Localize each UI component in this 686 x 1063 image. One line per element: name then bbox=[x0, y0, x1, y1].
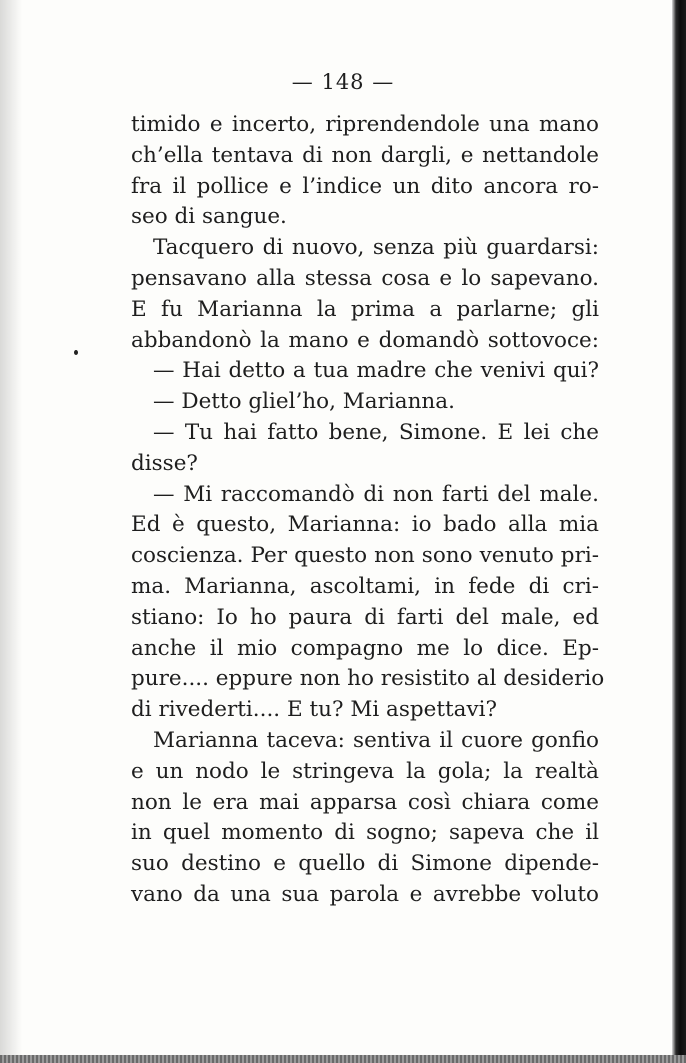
text-line: Ed è questo, Marianna: io bado alla mia bbox=[131, 512, 599, 538]
text-line: non le era mai apparsa così chiara come bbox=[131, 789, 599, 815]
text-line: — Detto gliel’ho, Marianna. bbox=[153, 389, 455, 415]
text-line: suo destino e quello di Simone dipende- bbox=[131, 851, 599, 877]
text-line: in quel momento di sogno; sapeva che il bbox=[131, 820, 599, 846]
text-line: anche il mio compagno me lo dice. Ep- bbox=[131, 635, 599, 661]
text-line: stiano: Io ho paura di farti del male, ed bbox=[131, 604, 599, 630]
body-text bbox=[131, 110, 605, 911]
text-line: ma. Marianna, ascoltami, in fede di cri- bbox=[131, 573, 599, 599]
text-line: — Mi raccomandò di non farti del male. bbox=[153, 481, 599, 507]
text-line: Tacquero di nuovo, senza più guardarsi: bbox=[153, 235, 599, 261]
text-line: ch’ella tentava di non dargli, e nettandole bbox=[131, 142, 599, 168]
scan-gutter-right bbox=[672, 0, 686, 1063]
text-line: pure.... eppure non ho resistito al desiderio bbox=[131, 666, 605, 692]
text-line: — Hai detto a tua madre che venivi qui? bbox=[153, 358, 599, 384]
text-line: E fu Marianna la prima a parlarne; gli bbox=[131, 296, 599, 322]
page-number: — 148 — bbox=[291, 70, 395, 94]
text-line: e un nodo le stringeva la gola; la realtà bbox=[131, 758, 599, 784]
text-line: coscienza. Per questo non sono venuto pri- bbox=[131, 543, 599, 569]
text-line: seo di sangue. bbox=[131, 204, 287, 230]
text-line: timido e incerto, riprendendole una mano bbox=[131, 112, 599, 137]
scan-shadow-left bbox=[0, 0, 22, 1063]
scan-border-bottom bbox=[0, 1055, 686, 1063]
text-line: disse? bbox=[131, 450, 198, 476]
text-line: pensavano alla stessa cosa e lo sapevano. bbox=[131, 265, 599, 291]
text-line: Marianna taceva: sentiva il cuore gonfio bbox=[153, 727, 599, 753]
margin-ink-mark bbox=[74, 350, 78, 355]
text-line: di rivederti.... E tu? Mi aspettavi? bbox=[131, 697, 498, 723]
text-line: fra il pollice e l’indice un dito ancora ro- bbox=[131, 173, 599, 199]
text-line: abbandonò la mano e domandò sottovoce: bbox=[131, 327, 599, 353]
text-line: vano da una sua parola e avrebbe voluto bbox=[131, 881, 599, 907]
text-line: — Tu hai fatto bene, Simone. E lei che bbox=[153, 419, 599, 445]
